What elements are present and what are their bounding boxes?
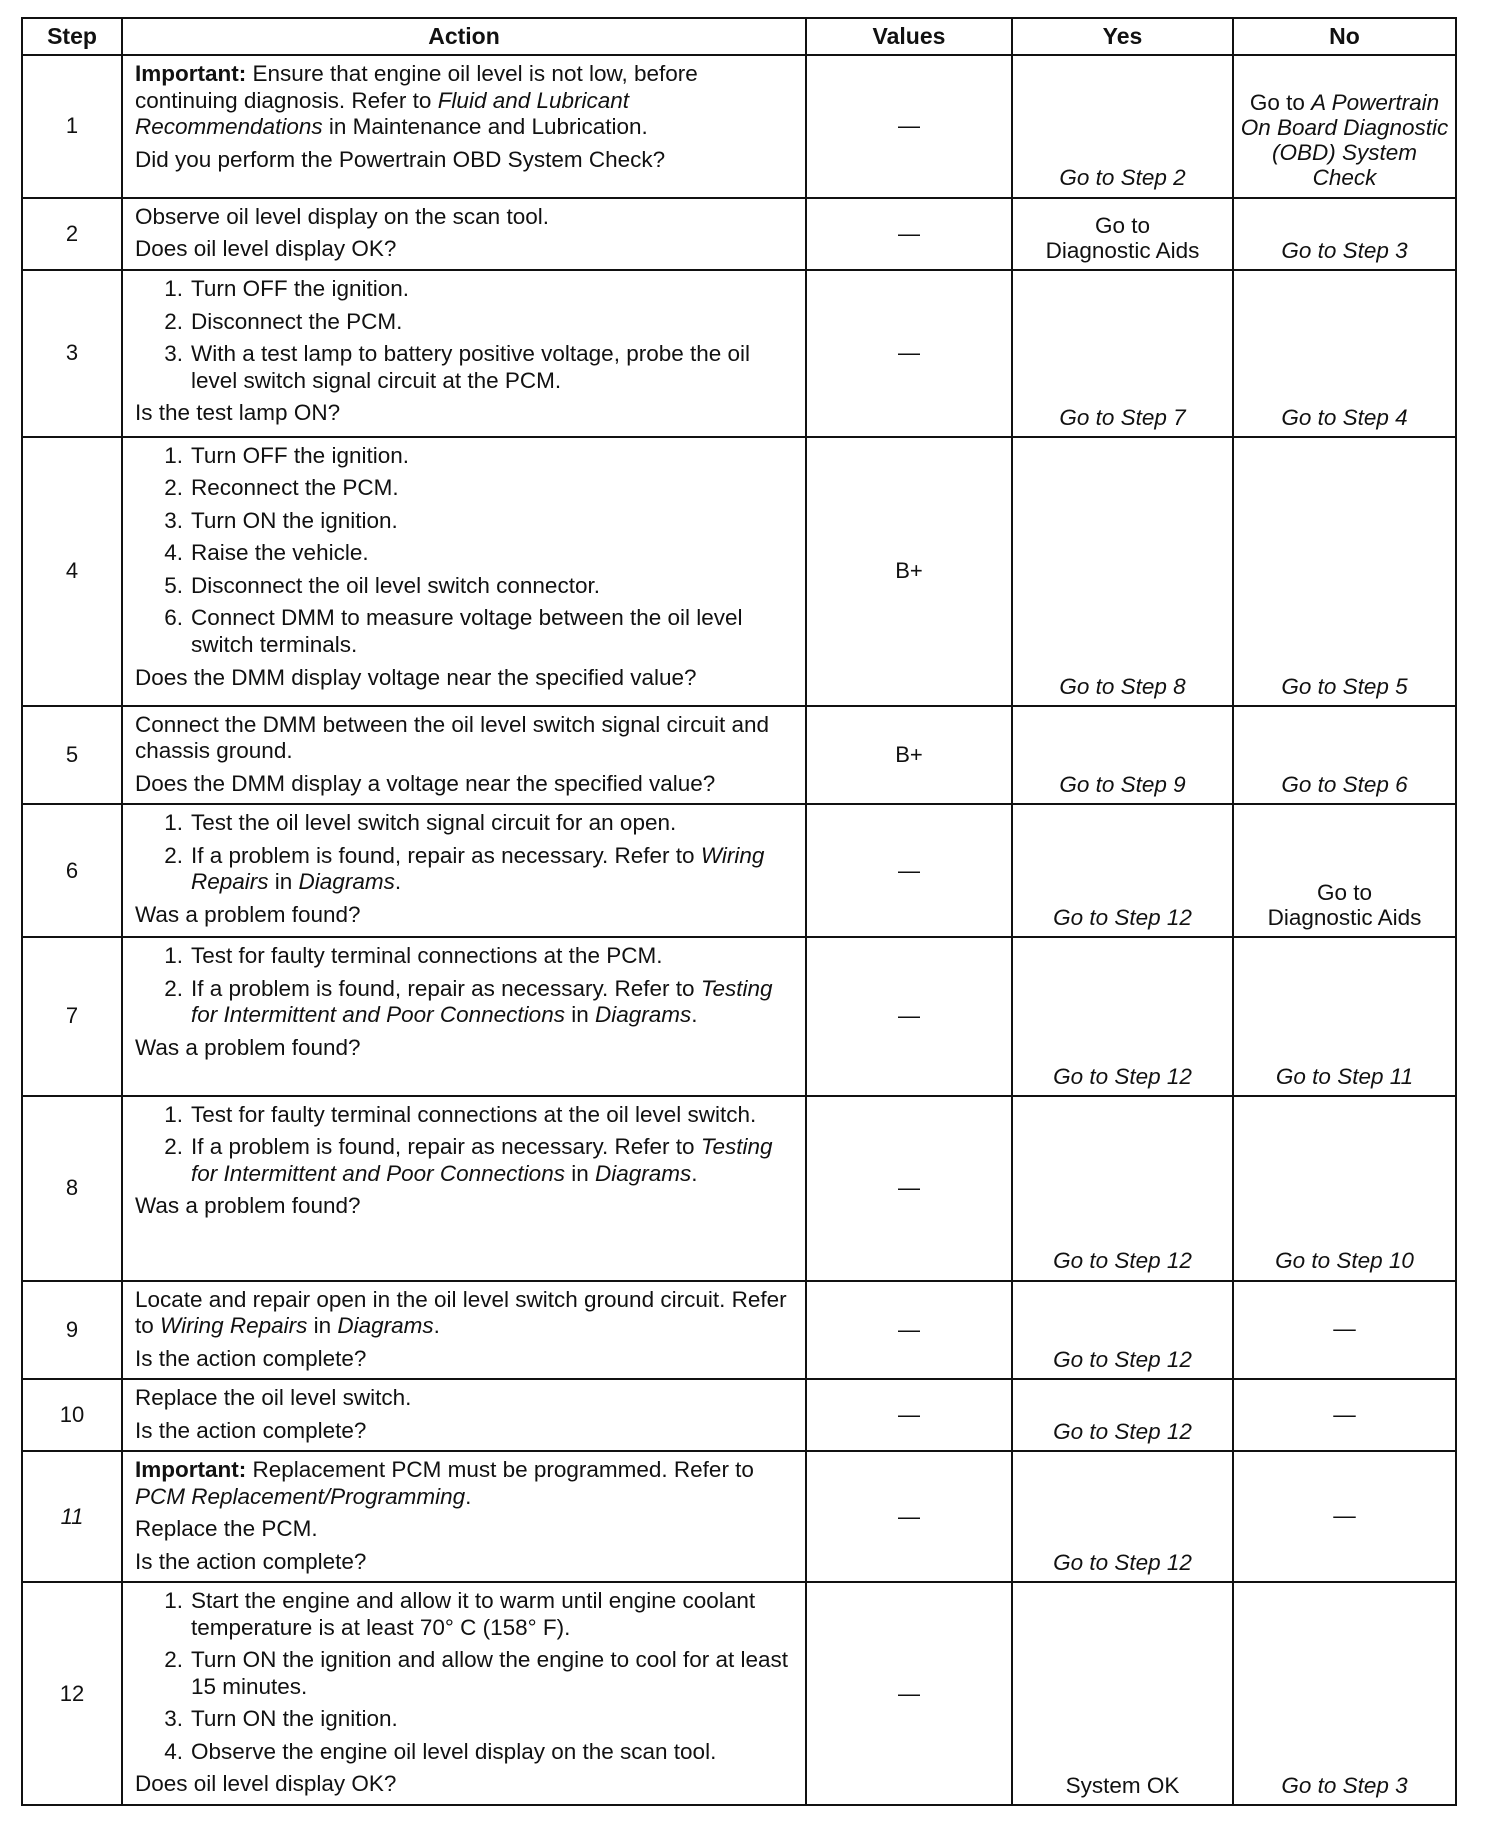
action-question: Does oil level display OK?: [135, 236, 397, 262]
list-item: 1. Turn OFF the ignition.: [164, 275, 410, 301]
step-number: 6: [22, 804, 122, 937]
header-step: Step: [22, 18, 122, 55]
important-note: Important: Replacement PCM must be programmed. Refer to PCM Replacement/Programming.: [135, 1457, 754, 1509]
header-yes: Yes: [1012, 18, 1233, 55]
reference-link: Fluid and Lubricant Recommendations: [135, 87, 630, 140]
reference-link: PCM Replacement/Programming: [135, 1483, 466, 1509]
list-item: 1. Test the oil level switch signal circuit for an open.: [164, 810, 677, 836]
values-cell: —: [806, 1096, 1012, 1281]
yes-cell: Go to Step 9: [1012, 706, 1233, 804]
action-list: [135, 1102, 797, 1188]
values-cell: —: [806, 270, 1012, 437]
action-question: Is the test lamp ON?: [135, 400, 341, 426]
list-item: 2. If a problem is found, repair as necessary. Refer to Testing for Intermittent and Poor Connections in Diagrams.: [164, 1134, 773, 1186]
header-row: [22, 18, 1456, 55]
action-question: Was a problem found?: [135, 1193, 361, 1219]
no-cell: Go to Step 11: [1233, 937, 1456, 1096]
action-question: Is the action complete?: [135, 1417, 367, 1443]
list-item: 2. If a problem is found, repair as necessary. Refer to Wiring Repairs in Diagrams.: [164, 842, 765, 895]
action-cell: [122, 937, 806, 1096]
values-cell: —: [806, 804, 1012, 937]
table-row: [22, 437, 1456, 706]
no-cell: Go to Step 4: [1233, 270, 1456, 437]
action-question: Was a problem found?: [135, 1034, 361, 1060]
list-item: 1. Start the engine and allow it to warm until engine coolant temperature is at least 70° C (158° F).: [164, 1588, 756, 1640]
action-list: [135, 1588, 797, 1765]
important-label: Important:: [135, 1457, 247, 1483]
action-cell: Locate and repair open in the oil level switch ground circuit. Refer to Wiring Repairs in Diagrams. Is the action complete?: [122, 1281, 806, 1379]
table-row: [22, 55, 1456, 198]
no-cell: Go to Diagnostic Aids: [1233, 804, 1456, 937]
yes-cell: Go to Diagnostic Aids: [1012, 198, 1233, 270]
list-item: 2. If a problem is found, repair as necessary. Refer to Testing for Intermittent and Poor Connections in Diagrams.: [164, 975, 773, 1028]
diagnostic-table: [21, 17, 1457, 1806]
action-list: [135, 943, 797, 1029]
list-item: 4. Raise the vehicle.: [164, 540, 369, 566]
step-number: 5: [22, 706, 122, 804]
action-cell: [122, 437, 806, 706]
no-cell: Go to Step 3: [1233, 198, 1456, 270]
yes-cell: System OK: [1012, 1582, 1233, 1805]
header-no: No: [1233, 18, 1456, 55]
list-item: 3. Turn ON the ignition.: [164, 1706, 398, 1732]
list-item: 1. Test for faulty terminal connections at the oil level switch.: [164, 1101, 757, 1127]
yes-cell: Go to Step 12: [1012, 1096, 1233, 1281]
values-cell: B+: [806, 437, 1012, 706]
step-number: 2: [22, 198, 122, 270]
action-question: Is the action complete?: [135, 1345, 367, 1371]
no-cell: —: [1233, 1281, 1456, 1379]
table-row: [22, 270, 1456, 437]
list-item: 3. Turn ON the ignition.: [164, 507, 398, 533]
table-row: [22, 937, 1456, 1096]
step-number: 12: [22, 1582, 122, 1805]
action-cell: [122, 270, 806, 437]
header-action: Action: [122, 18, 806, 55]
action-question: Was a problem found?: [135, 902, 361, 928]
step-number: 11: [22, 1451, 122, 1582]
no-cell: —: [1233, 1451, 1456, 1582]
step-number: 1: [22, 55, 122, 198]
values-cell: —: [806, 937, 1012, 1096]
yes-cell: Go to Step 7: [1012, 270, 1233, 437]
action-question: Does oil level display OK?: [135, 1771, 397, 1797]
table-row: [22, 1281, 1456, 1379]
step-number: 4: [22, 437, 122, 706]
table-row: [22, 706, 1456, 804]
yes-cell: Go to Step 12: [1012, 1451, 1233, 1582]
action-question: Did you perform the Powertrain OBD System Check?: [135, 146, 666, 172]
action-question: Does the DMM display a voltage near the specified value?: [135, 771, 716, 797]
list-item: 1. Test for faulty terminal connections at the PCM.: [164, 942, 663, 968]
values-cell: —: [806, 198, 1012, 270]
important-label: Important:: [135, 61, 247, 86]
list-item: 1. Turn OFF the ignition.: [164, 442, 410, 468]
values-cell: —: [806, 55, 1012, 198]
action-cell: Connect the DMM between the oil level switch signal circuit and chassis ground. Does the DMM display a voltage near the specified value?: [122, 706, 806, 804]
action-question: Does the DMM display voltage near the specified value?: [135, 664, 697, 690]
table-row: [22, 1379, 1456, 1451]
table-row: [22, 1582, 1456, 1805]
table-row: [22, 1096, 1456, 1281]
list-item: 6. Connect DMM to measure voltage between the oil level switch terminals.: [164, 605, 743, 657]
no-cell: Go to Step 5: [1233, 437, 1456, 706]
important-note: Important: Ensure that engine oil level is not low, before continuing diagnosis. Refer to Fluid and Lubricant Recommendations in Maintenance and Lubrication.: [135, 61, 698, 140]
table-row: [22, 1451, 1456, 1582]
step-number: 8: [22, 1096, 122, 1281]
action-cell: Replace the oil level switch. Is the action complete?: [122, 1379, 806, 1451]
values-cell: B+: [806, 706, 1012, 804]
values-cell: —: [806, 1451, 1012, 1582]
values-cell: —: [806, 1379, 1012, 1451]
list-item: 2. Disconnect the PCM.: [164, 308, 403, 334]
yes-cell: Go to Step 12: [1012, 937, 1233, 1096]
action-list: [135, 810, 797, 896]
values-cell: —: [806, 1582, 1012, 1805]
yes-cell: Go to Step 2: [1012, 55, 1233, 198]
action-question: Is the action complete?: [135, 1548, 367, 1574]
list-item: 3. With a test lamp to battery positive voltage, probe the oil level switch signal circuit at the PCM.: [164, 341, 751, 393]
values-cell: —: [806, 1281, 1012, 1379]
table-row: [22, 198, 1456, 270]
action-list: [135, 443, 797, 659]
yes-cell: Go to Step 8: [1012, 437, 1233, 706]
no-cell: —: [1233, 1379, 1456, 1451]
yes-cell: Go to Step 12: [1012, 804, 1233, 937]
action-list: [135, 276, 797, 394]
action-cell: [122, 1582, 806, 1805]
action-cell: Observe oil level display on the scan tool. Does oil level display OK?: [122, 198, 806, 270]
header-values: Values: [806, 18, 1012, 55]
action-cell: Important: Replacement PCM must be programmed. Refer to PCM Replacement/Programming. Replace the PCM. Is the action complete?: [122, 1451, 806, 1582]
no-cell: Go to A Powertrain On Board Diagnostic (OBD) System Check: [1233, 55, 1456, 198]
step-number: 3: [22, 270, 122, 437]
yes-cell: Go to Step 12: [1012, 1379, 1233, 1451]
list-item: 2. Turn ON the ignition and allow the engine to cool for at least 15 minutes.: [164, 1647, 789, 1699]
step-number: 10: [22, 1379, 122, 1451]
yes-cell: Go to Step 12: [1012, 1281, 1233, 1379]
step-number: 9: [22, 1281, 122, 1379]
table-row: [22, 804, 1456, 937]
action-cell: [122, 55, 806, 198]
list-item: 5. Disconnect the oil level switch connector.: [164, 572, 600, 598]
no-cell: Go to Step 3: [1233, 1582, 1456, 1805]
no-cell: Go to Step 10: [1233, 1096, 1456, 1281]
action-cell: [122, 804, 806, 937]
list-item: 4. Observe the engine oil level display on the scan tool.: [164, 1738, 717, 1764]
no-cell: Go to Step 6: [1233, 706, 1456, 804]
action-cell: [122, 1096, 806, 1281]
list-item: 2. Reconnect the PCM.: [164, 475, 399, 501]
step-number: 7: [22, 937, 122, 1096]
